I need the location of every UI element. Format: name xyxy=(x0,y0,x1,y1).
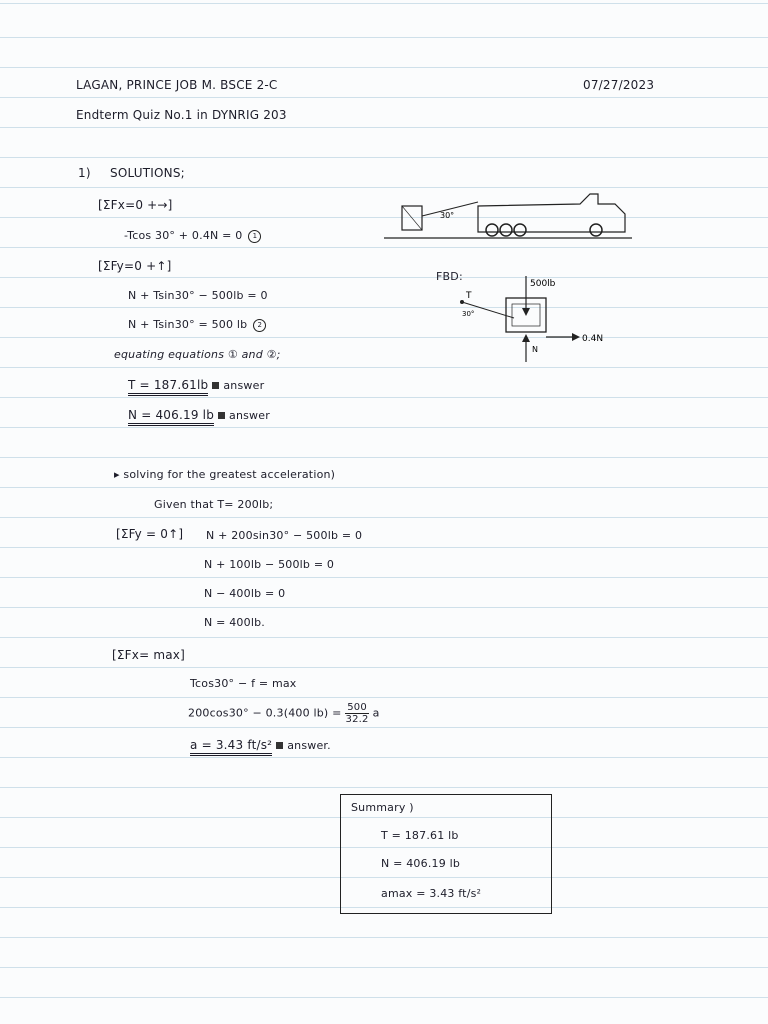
equation-1: -Tcos 30° + 0.4N = 0 1 xyxy=(124,229,261,243)
summary-title: Summary ) xyxy=(351,801,414,814)
truck-body xyxy=(478,194,625,232)
wheel-icon xyxy=(486,224,498,236)
tension-label: T xyxy=(466,291,472,301)
a-result: a = 3.43 ft/s² answer. xyxy=(190,738,331,752)
fx-step-1: Tcos30° − f = max xyxy=(190,677,297,690)
solutions-heading: SOLUTIONS; xyxy=(110,166,185,180)
wheel-icon xyxy=(500,224,512,236)
angle-label: 30° xyxy=(440,211,455,220)
fy-step-1: N + 200sin30° − 500lb = 0 xyxy=(206,529,363,542)
answer-mark xyxy=(276,742,283,749)
load-label: 500lb xyxy=(530,279,556,289)
fy-step-2: N + 100lb − 500lb = 0 xyxy=(204,558,335,571)
equation-2: N + Tsin30° = 500 lb 2 xyxy=(128,318,266,332)
fy-step-4: N = 400lb. xyxy=(204,616,265,629)
equation-1-tag: 1 xyxy=(248,230,261,243)
date: 07/27/2023 xyxy=(583,78,655,92)
sum-fx-label: [ΣFx=0 +→] xyxy=(98,198,173,212)
summary-a: amax = 3.43 ft/s² xyxy=(381,887,482,900)
truck-sketch xyxy=(380,188,650,248)
fx-step-2: 200cos30° − 0.3(400 lb) = $\frac{500}{32.2}$ a xyxy=(188,702,380,725)
sum-fy-label: [ΣFy=0 +↑] xyxy=(98,259,172,273)
n-result: N = 406.19 lb answer xyxy=(128,408,270,422)
course-title: Endterm Quiz No.1 in DYNRIG 203 xyxy=(76,108,287,122)
t-result: T = 187.61lb answer xyxy=(128,378,264,392)
equation-2-tag: 2 xyxy=(253,319,266,332)
fy-step-3: N − 400lb = 0 xyxy=(204,587,286,600)
equating-note: equating equations ① and ②; xyxy=(114,348,281,361)
sum-fx-label-2: [ΣFx= max] xyxy=(112,648,185,662)
student-name: LAGAN, PRINCE JOB M. BSCE 2-C xyxy=(76,78,278,92)
sum-fy-label-2: [ΣFy = 0↑] xyxy=(116,527,184,541)
wheel-icon xyxy=(514,224,526,236)
fbd-label: FBD: xyxy=(436,270,463,283)
summary-n: N = 406.19 lb xyxy=(381,857,461,870)
fbd-angle-label: 30° xyxy=(462,310,475,318)
answer-mark xyxy=(212,382,219,389)
summary-t: T = 187.61 lb xyxy=(381,829,459,842)
problem-number: 1) xyxy=(78,166,91,180)
friction-label: 0.4N xyxy=(582,334,604,344)
summary-box xyxy=(340,794,552,914)
wheel-icon xyxy=(590,224,602,236)
answer-mark xyxy=(218,412,225,419)
bullet-icon: ▸ xyxy=(114,468,124,481)
mass-fraction: $\frac{500}{32.2}$ xyxy=(345,702,369,725)
acceleration-heading: ▸ solving for the greatest acceleration) xyxy=(114,468,336,481)
equation-fy: N + Tsin30° − 500lb = 0 xyxy=(128,289,268,302)
given-statement: Given that T= 200lb; xyxy=(154,498,274,511)
free-body-diagram xyxy=(450,272,620,364)
normal-label: N xyxy=(532,345,538,354)
